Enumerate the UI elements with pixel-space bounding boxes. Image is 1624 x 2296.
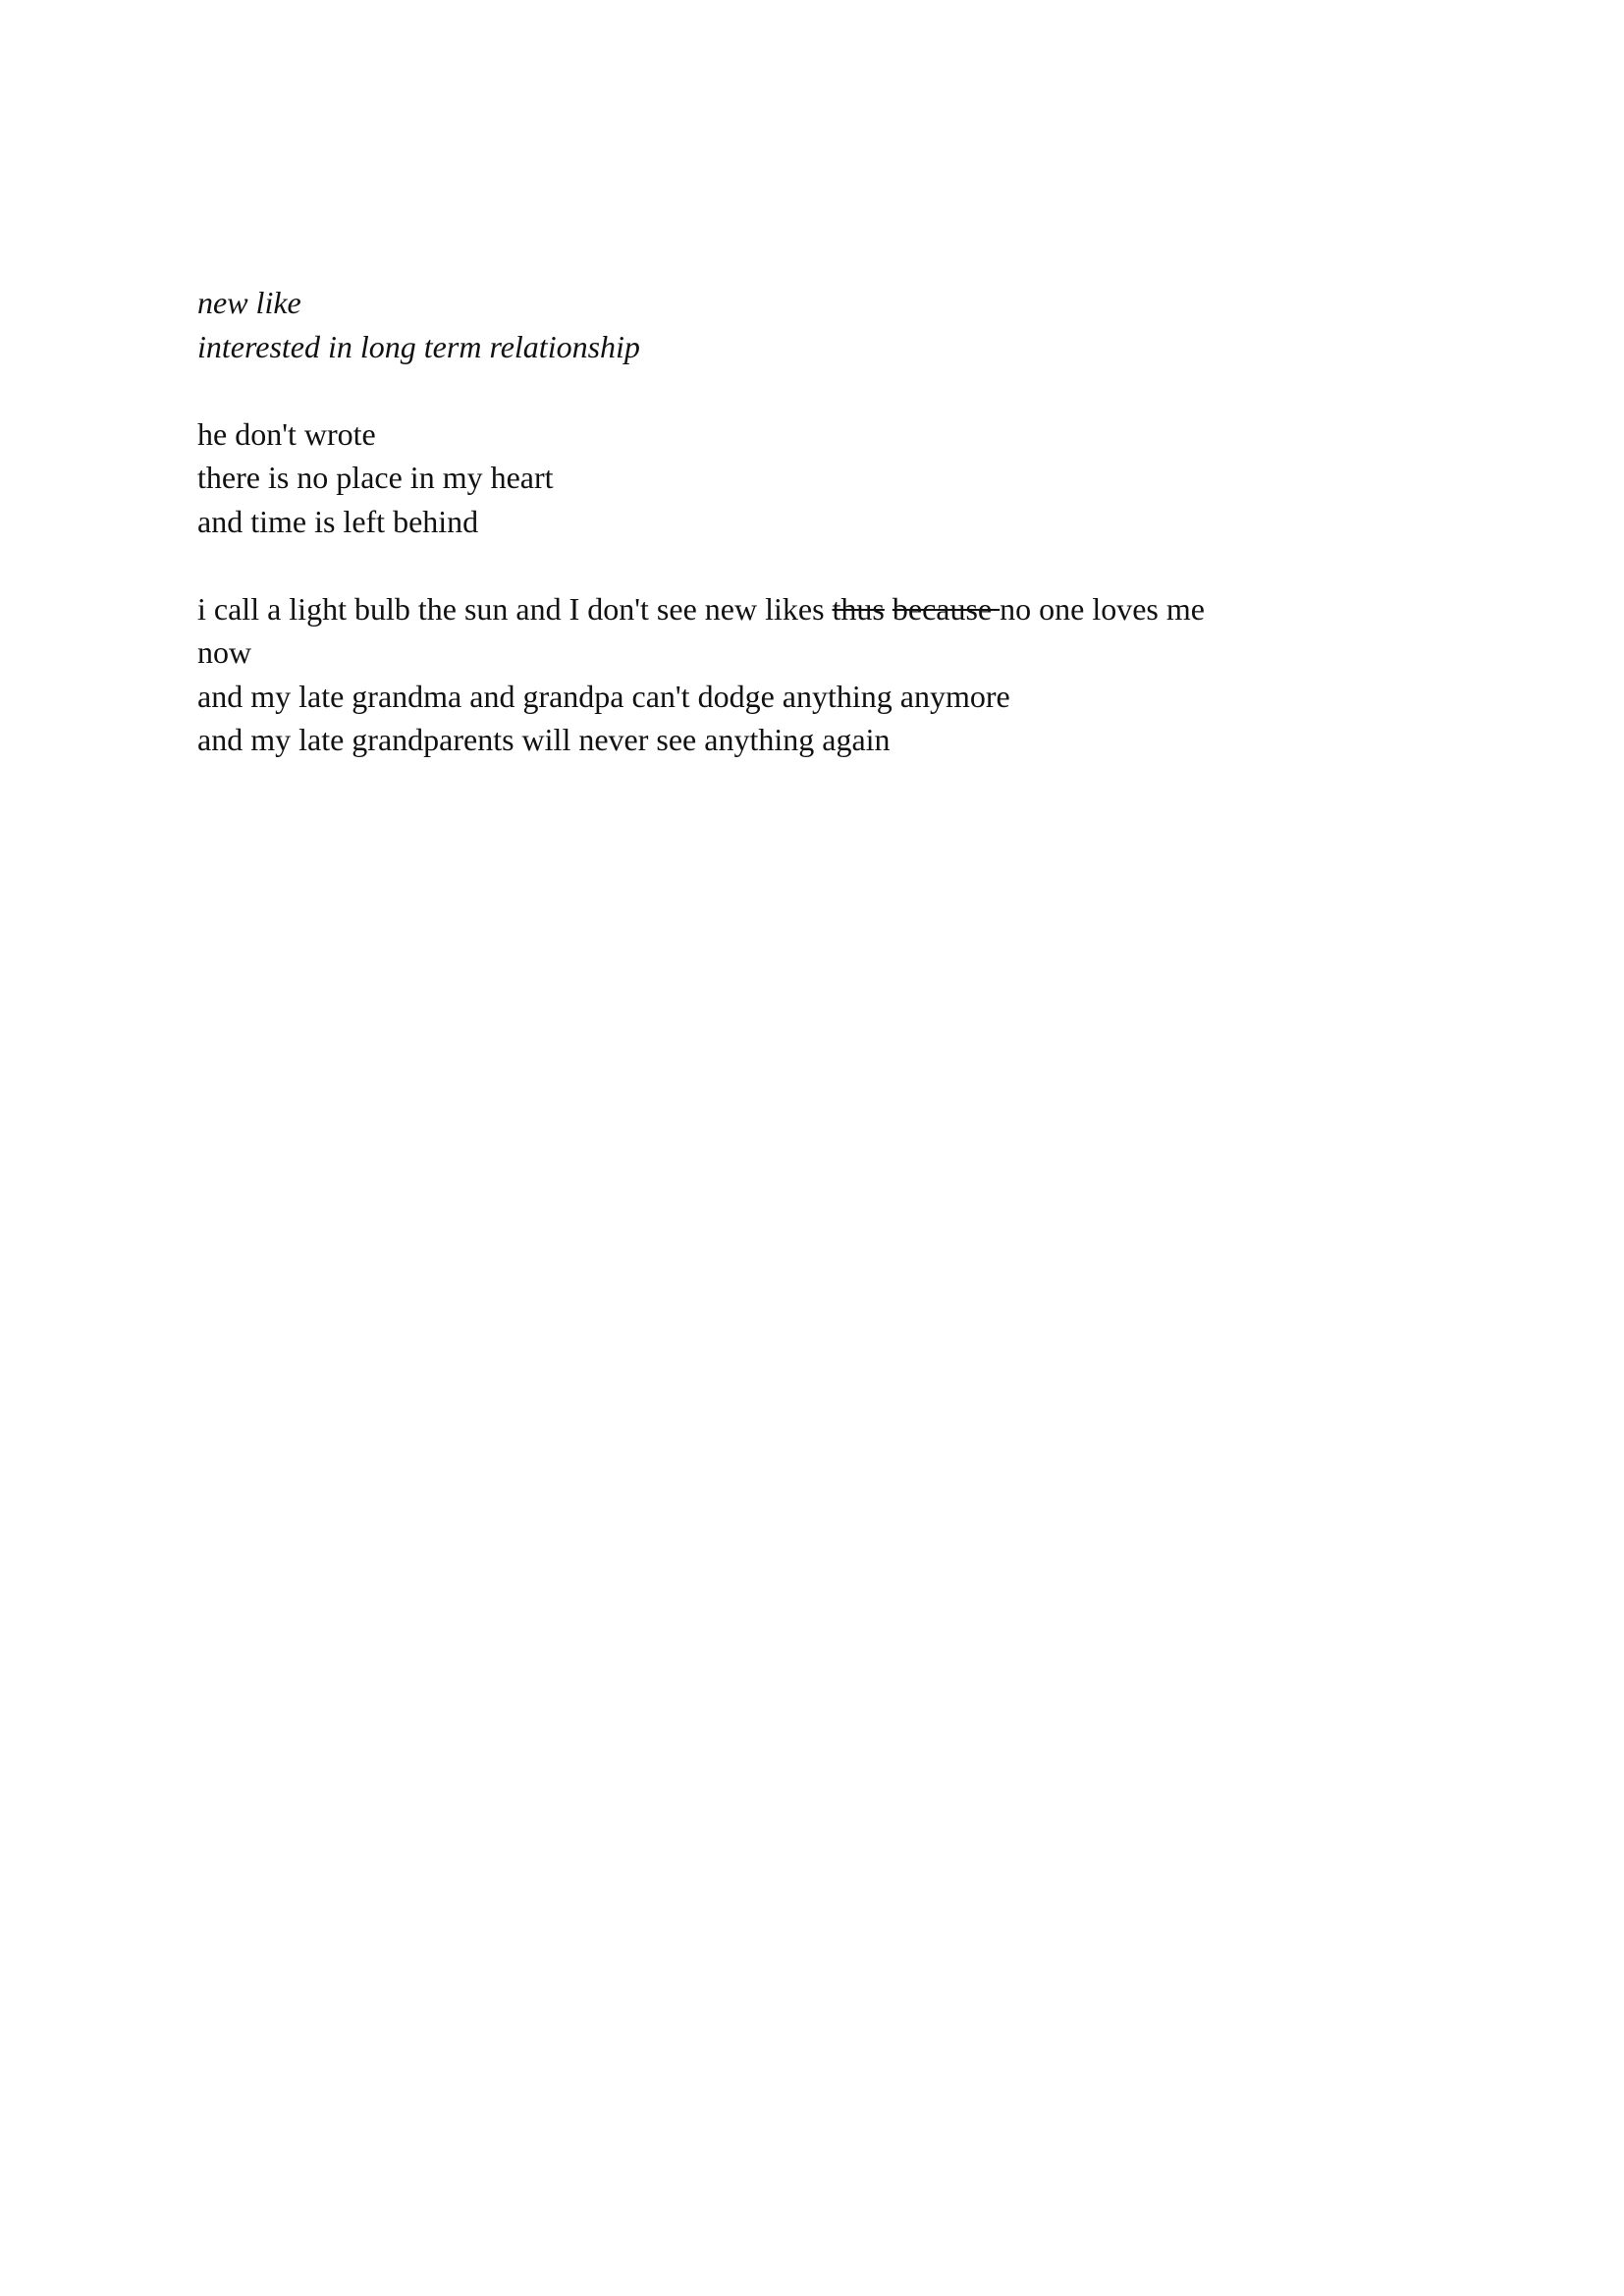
struck-word: because [892, 590, 1001, 627]
line-text: i call a light bulb the sun and I don't see new likes [197, 590, 833, 627]
epigraph-stanza [197, 281, 1376, 368]
epigraph-line: new like [197, 285, 301, 320]
line-text: no one loves me [1000, 590, 1205, 627]
poem-line: there is no place in my heart [197, 460, 554, 495]
poem-line-with-strikethrough [197, 587, 1376, 631]
poem-line: now [197, 634, 252, 670]
poem-line: and time is left behind [197, 503, 479, 539]
stanza-two [197, 587, 1376, 762]
line-space [885, 591, 893, 627]
poem-line: and my late grandparents will never see anything again [197, 722, 891, 757]
poem-line: and my late grandma and grandpa can't dodge anything anymore [197, 678, 1010, 714]
poem-body [197, 281, 1376, 762]
stanza-one [197, 412, 1376, 544]
epigraph-line: interested in long term relationship [197, 328, 640, 364]
poem-line: he don't wrote [197, 415, 376, 452]
struck-word: thus [832, 590, 885, 627]
